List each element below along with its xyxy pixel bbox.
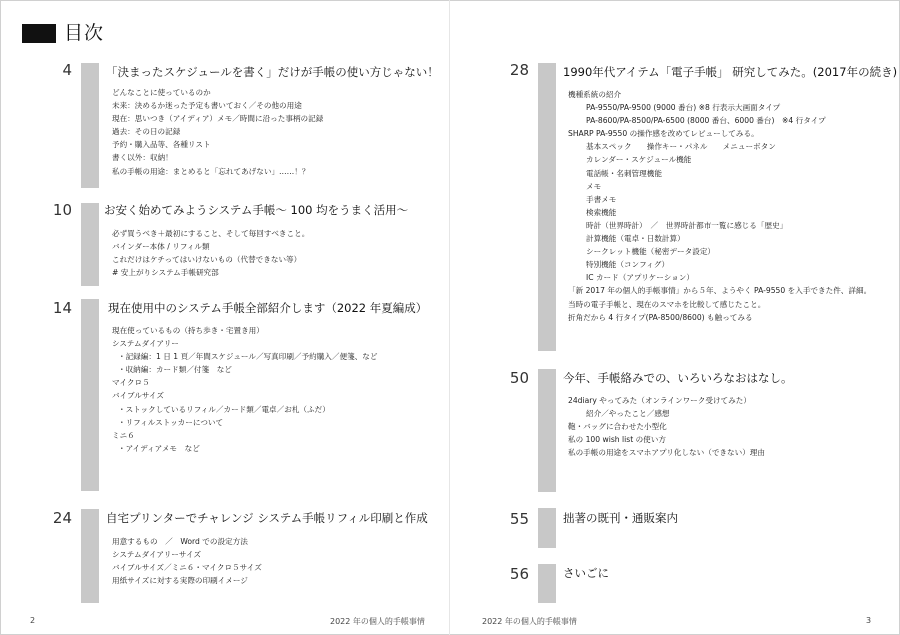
entry-title[interactable]: 拙著の既刊・通販案内 [563,511,678,525]
entry-item: 時計（世界時計） ／ 世界時計都市一覧に感じる「歴史」 [586,220,788,230]
entry-item: バイブルサイズ [112,391,165,401]
entry-item: 折角だから 4 行タイプ(PA-8500/8600) も触ってみる [568,312,753,322]
entry-item: 私の 100 wish list の使い方 [568,435,666,445]
entry-item: マイクロ５ [112,378,150,388]
entry-item: ミニ６ [112,430,135,440]
entry-item: 必ず買うべき＋最初にすること、そして毎回すべきこと。 [112,229,310,238]
title-marker-block [22,24,56,43]
entry-item: 書く以外：収納！ [112,153,173,163]
entry-item: 「新 2017 年の個人的手帳事情」から５年、ようやく PA-9550 を入手できた件、詳細。 [568,286,872,296]
entry-item: 私の手帳の用途：まとめると「忘れてあげない」……！？ [112,166,310,176]
entry-item: システムダイアリー [112,339,179,349]
entry-title[interactable]: お安く始めてみようシステム手帳～ 100 均をうまく活用～ [104,203,409,217]
entry-bar [81,203,99,286]
entry-title[interactable]: 1990年代アイテム「電子手帳」 研究してみた。(2017年の続き) [563,65,898,79]
entry-item: バイブルサイズ／ミニ６・マイクロ５サイズ [112,563,262,573]
entry-title[interactable]: さいごに [563,566,609,580]
entry-item: 特別機能（コンフィグ） [586,260,670,270]
entry-title[interactable]: 現在使用中のシステム手帳全部紹介します（2022 年夏編成） [108,301,428,315]
entry-item: これだけはケチってはいけないもの（代替できない等） [112,255,302,265]
footer-title-right: 2022 年の個人的手帳事情 [482,617,577,626]
entry-item: 過去：その日の記録 [112,127,181,137]
entry-item: 用意するもの ／ Word での設定方法 [112,537,248,546]
page-number: 24 [52,509,72,527]
toc-title: 目次 [64,22,105,44]
page-number: 28 [509,61,529,79]
entry-title[interactable]: 自宅プリンターでチャレンジ システム手帳リフィル印刷と作成 [106,511,428,525]
entry-item: 未来：決めるか迷った予定も書いておく／その他の用途 [112,101,302,111]
entry-item: ・アイディアメモ など [118,443,200,453]
page-number: 56 [509,565,529,583]
entry-item: 検索機能 [586,207,617,217]
entry-item: カレンダー・スケジュール機能 [586,155,692,165]
entry-item: IC カード（アプリケーション） [586,273,694,283]
entry-item: 基本スペック 操作キー・パネル メニューボタン [586,142,776,152]
entry-bar [538,63,556,351]
entry-item: 手書メモ [586,194,617,204]
entry-item: ・ストックしているリフィル／カード類／電卓／お札（ふだ） [118,404,330,414]
footer-page-number-right: 3 [866,616,872,625]
entry-item: SHARP PA-9550 の操作感を改めてレビューしてみる。 [568,129,759,139]
entry-item: 電話帳・名刺管理機能 [586,168,662,178]
entry-bar [81,63,99,188]
entry-bar [538,508,556,548]
entry-item: システムダイアリーサイズ [112,550,202,560]
entry-item: 当時の電子手帳と、現在のスマホを比較して感じたこと。 [568,299,766,309]
entry-item: 用紙サイズに対する実際の印刷イメージ [112,576,248,586]
entry-bar [81,509,99,603]
entry-item: # 安上がりシステム手帳研究部 [112,268,219,278]
page-number: 10 [52,201,72,219]
entry-item: 24diary やってみた（オンラインワーク受けてみた） [568,396,751,405]
entry-item: 機種系統の紹介 [568,90,622,99]
spread-gutter [449,0,450,635]
entry-item: 私の手帳の用途をスマホアプリ化しない（できない）理由 [568,448,765,458]
entry-item: 紹介／やったこと／感想 [586,409,670,419]
entry-item: PA-8600/PA-8500/PA-6500 (8000 番台、6000 番台) ※4 行タイプ [586,116,826,126]
page-number: 4 [62,61,72,79]
entry-item: バインダー本体 / リフィル類 [112,242,210,252]
entry-item: シークレット機能（秘密データ設定） [586,247,716,257]
entry-bar [538,564,556,603]
entry-item: メモ [586,181,602,191]
entry-bar [538,369,556,492]
entry-item: 鞄・バッグに合わせた小型化 [568,422,667,432]
entry-title[interactable]: 今年、手帳絡みでの、いろいろなおはなし。 [563,371,793,385]
page-number: 50 [509,369,529,387]
page-number: 14 [52,299,72,317]
entry-item: 現在：思いつき（アイディア）メモ／時間に沿った事柄の記録 [112,114,324,124]
entry-item: 現在使っているもの（持ち歩き・宅置き用） [112,326,264,335]
entry-title[interactable]: 「決まったスケジュールを書く」だけが手帳の使い方じゃない！ [106,65,439,79]
entry-item: 予約・購入品等、各種リスト [112,140,211,150]
footer-title-left: 2022 年の個人的手帳事情 [330,617,425,626]
entry-item: 計算機能（電卓・日数計算） [586,234,685,244]
entry-item: ・収納編：カード類／付箋 など [118,365,232,375]
entry-item: ・リフィルストッカーについて [118,417,224,427]
entry-item: どんなことに使っているのか [112,88,211,97]
footer-page-number-left: 2 [30,616,36,625]
entry-item: PA-9550/PA-9500 (9000 番台) ※8 行表示大画面タイプ [586,103,781,113]
entry-item: ・記録編：1 日 1 頁／年間スケジュール／写真印刷／予約購入／便箋、など [118,352,378,362]
page-number: 55 [509,510,529,528]
entry-bar [81,299,99,491]
